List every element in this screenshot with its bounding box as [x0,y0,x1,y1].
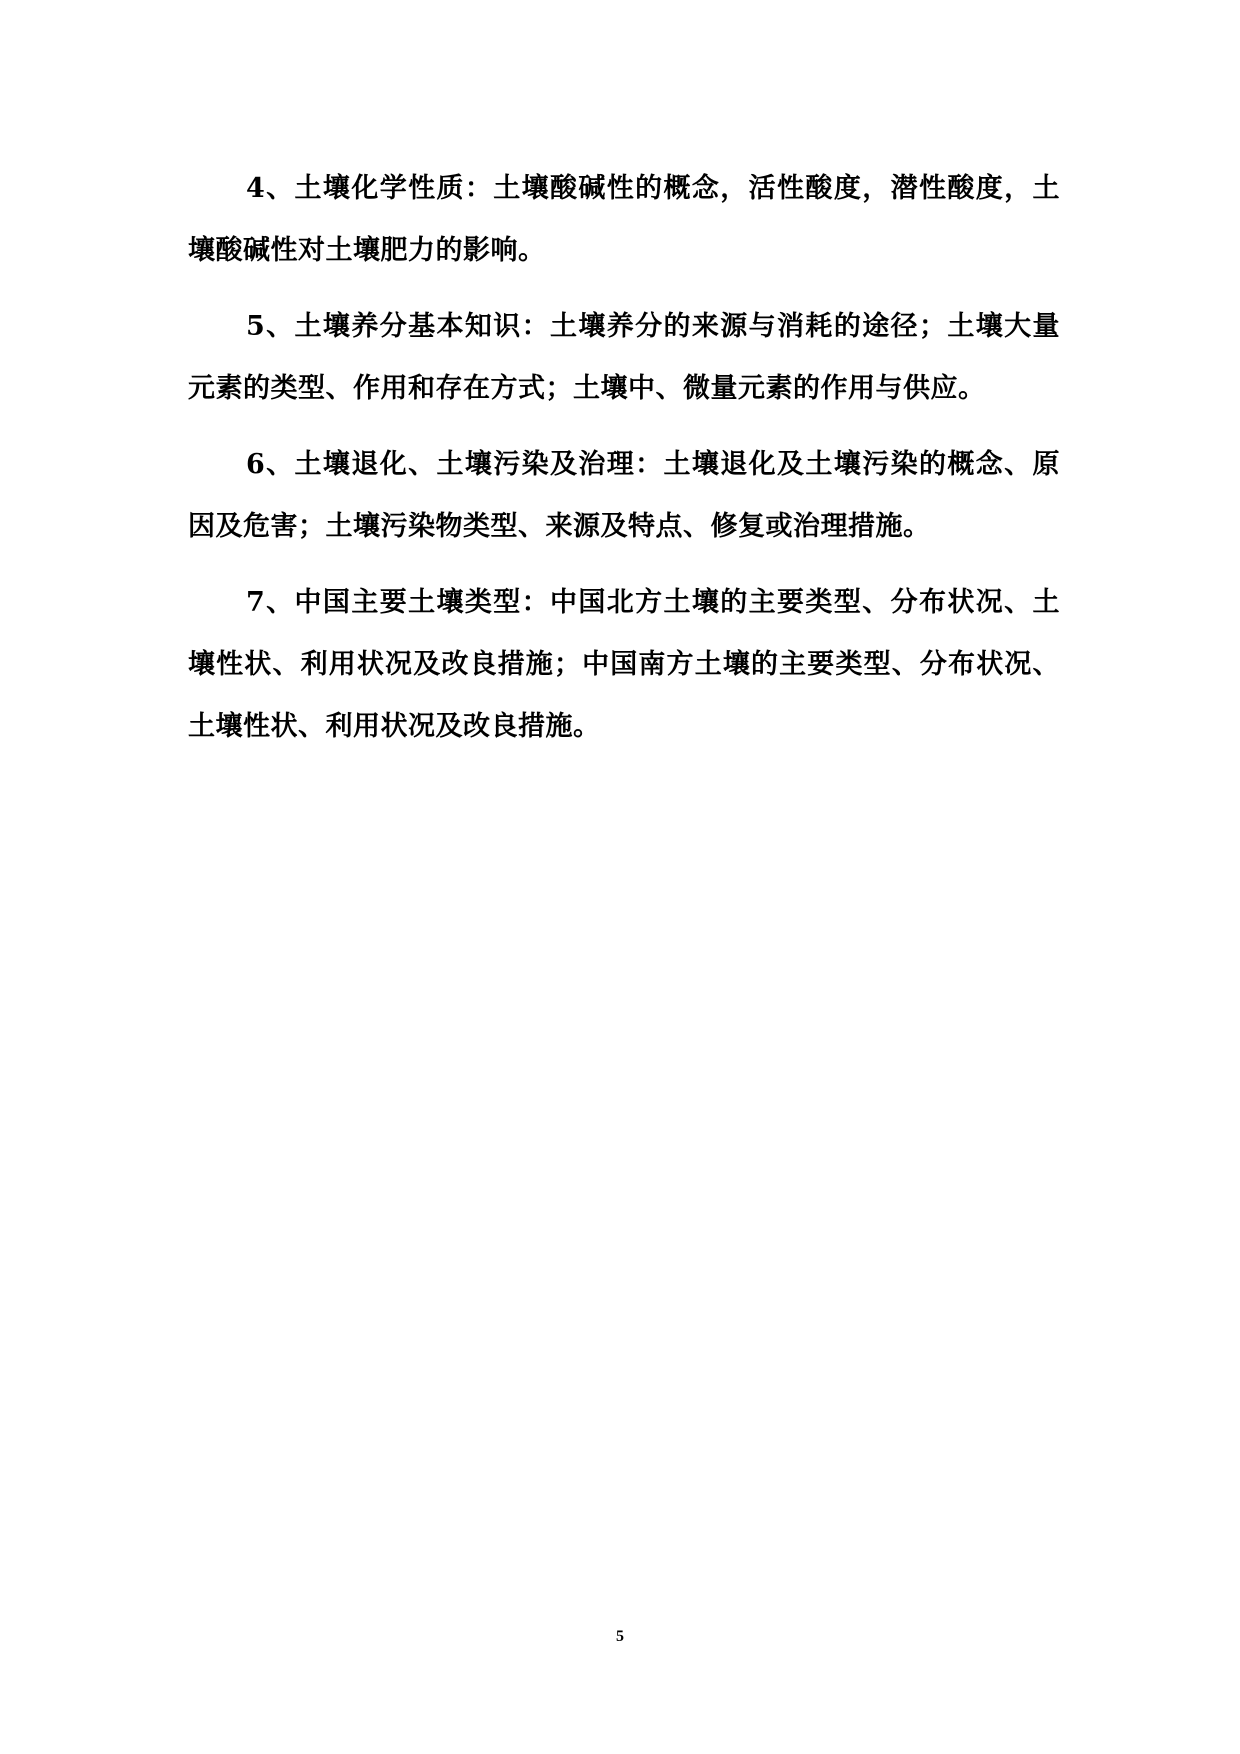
document-body [188,158,1060,772]
paragraph-soil-degradation: 6、土壤退化、土壤污染及治理：土壤退化及土壤污染的概念、原因及危害；土壤污染物类型、来源及特点、修复或治理措施。 [188,449,1060,542]
paragraph-china-soil-types: 7、中国主要土壤类型：中国北方土壤的主要类型、分布状况、土壤性状、利用状况及改良措施；中国南方土壤的主要类型、分布状况、土壤性状、利用状况及改良措施。 [188,587,1060,742]
page-number: 5 [616,1628,624,1645]
paragraph-soil-chemistry: 4、土壤化学性质：土壤酸碱性的概念，活性酸度，潜性酸度，土壤酸碱性对土壤肥力的影响。 [188,173,1060,266]
paragraph-soil-nutrients: 5、土壤养分基本知识：土壤养分的来源与消耗的途径；土壤大量元素的类型、作用和存在方式；土壤中、微量元素的作用与供应。 [188,311,1060,404]
